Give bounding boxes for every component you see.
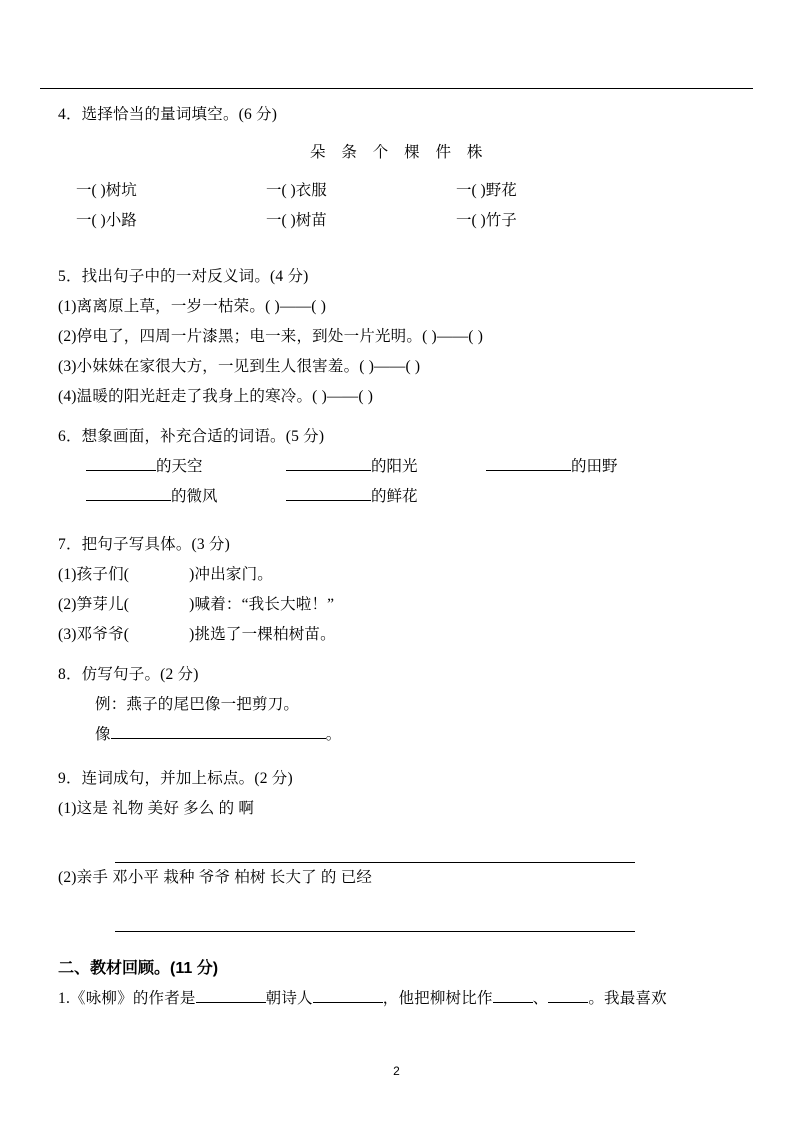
question-6-title: 6．想象画面，补充合适的词语。(5 分) xyxy=(58,428,325,445)
page-number: 2 xyxy=(393,1064,400,1078)
question-6-cell[interactable]: 的阳光 xyxy=(286,452,486,482)
question-4-row-2 xyxy=(76,206,753,236)
question-4-wordbank: 朵 条 个 棵 件 株 xyxy=(310,144,489,161)
question-4-cell[interactable]: 一( )树苗 xyxy=(266,212,327,229)
blank[interactable] xyxy=(493,1002,533,1003)
blank[interactable] xyxy=(86,500,171,501)
question-4-cell[interactable]: 一( )小路 xyxy=(76,212,137,229)
question-9-answer-line[interactable] xyxy=(115,840,635,863)
page-content xyxy=(40,100,753,1016)
section-2 xyxy=(40,954,753,1014)
question-7-item[interactable]: (3)邓爷爷( )挑选了一棵柏树苗。 xyxy=(58,626,336,643)
question-4-row-1 xyxy=(76,176,753,206)
header-divider xyxy=(40,88,753,89)
question-6-cell[interactable]: 的田野 xyxy=(486,452,686,482)
question-7 xyxy=(40,530,753,650)
blank[interactable] xyxy=(313,1002,383,1003)
question-5-item[interactable]: (1)离离原上草，一岁一枯荣。( )——( ) xyxy=(58,298,327,315)
question-6-cell[interactable]: 的天空 xyxy=(86,452,286,482)
question-5-title: 5．找出句子中的一对反义词。(4 分) xyxy=(58,268,309,285)
question-9-item: (2)亲手 邓小平 栽种 爷爷 柏树 长大了 的 已经 xyxy=(58,869,373,886)
question-9-item: (1)这是 礼物 美好 多么 的 啊 xyxy=(58,800,255,817)
blank[interactable] xyxy=(86,470,156,471)
question-4-cell[interactable]: 一( )竹子 xyxy=(456,212,517,229)
question-4-title: 4．选择恰当的量词填空。(6 分) xyxy=(58,106,278,123)
question-5-item[interactable]: (2)停电了，四周一片漆黑；电一来，到处一片光明。( )——( ) xyxy=(58,328,484,345)
question-6-cell[interactable]: 的微风 xyxy=(86,482,286,512)
question-8-answer[interactable]: 像 。 xyxy=(95,726,342,743)
blank[interactable] xyxy=(548,1002,588,1003)
question-5-item[interactable]: (3)小妹妹在家很大方，一见到生人很害羞。( )——( ) xyxy=(58,358,421,375)
question-8-title: 8．仿写句子。(2 分) xyxy=(58,666,199,683)
question-6-cell[interactable]: 的鲜花 xyxy=(286,482,486,512)
question-6-row-2 xyxy=(86,482,753,512)
question-7-item[interactable]: (1)孩子们( )冲出家门。 xyxy=(58,566,274,583)
question-9 xyxy=(40,764,753,932)
question-5-item[interactable]: (4)温暖的阳光赶走了我身上的寒冷。( )——( ) xyxy=(58,388,374,405)
question-4-cell[interactable]: 一( )野花 xyxy=(456,182,517,199)
question-9-title: 9．连词成句，并加上标点。(2 分) xyxy=(58,770,293,787)
blank[interactable] xyxy=(286,470,371,471)
section-2-item-1[interactable]: 1.《咏柳》的作者是 朝诗人 ，他把柳树比作 、 。我最喜欢 xyxy=(58,990,667,1007)
section-2-heading: 二、教材回顾。(11 分) xyxy=(58,960,219,977)
blank[interactable] xyxy=(111,738,326,739)
question-5 xyxy=(40,262,753,412)
question-6-row-1 xyxy=(86,452,753,482)
blank[interactable] xyxy=(486,470,571,471)
question-4 xyxy=(40,100,753,236)
question-7-title: 7．把句子写具体。(3 分) xyxy=(58,536,230,553)
question-6 xyxy=(40,422,753,512)
blank[interactable] xyxy=(286,500,371,501)
question-8-example: 例：燕子的尾巴像一把剪刀。 xyxy=(95,696,300,713)
question-4-cell[interactable]: 一( )树坑 xyxy=(76,182,137,199)
question-9-answer-line[interactable] xyxy=(115,909,635,932)
question-4-cell[interactable]: 一( )衣服 xyxy=(266,182,327,199)
blank[interactable] xyxy=(196,1002,266,1003)
question-7-item[interactable]: (2)笋芽儿( )喊着：“我长大啦！” xyxy=(58,596,335,613)
question-8 xyxy=(40,660,753,750)
